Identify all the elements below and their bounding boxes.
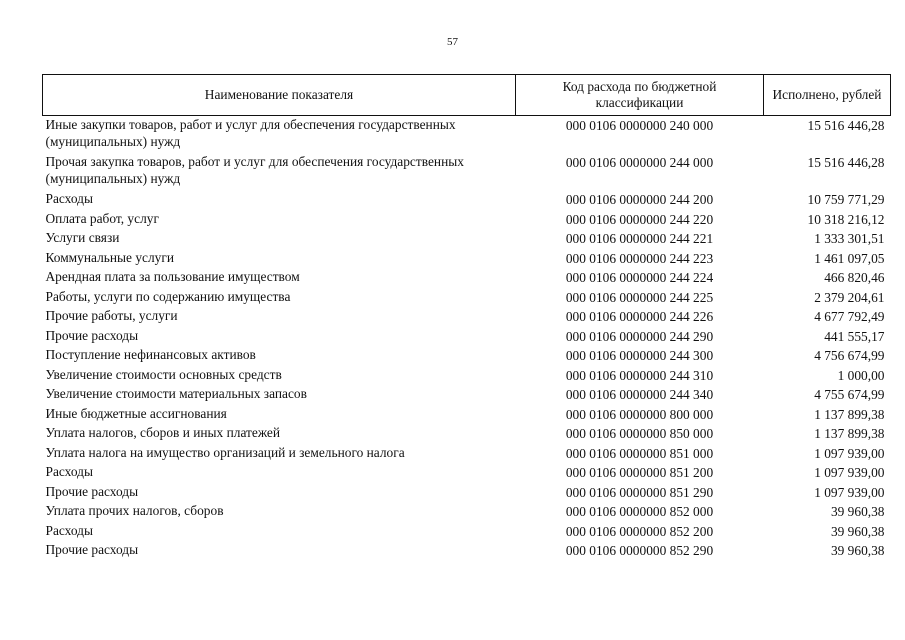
expense-code-cell: 000 0106 0000000 244 220 [565,211,714,227]
executed-amount-cell: 39 960,38 [830,523,885,539]
executed-amount-cell: 15 516 446,28 [807,118,885,133]
expense-code-cell: 000 0106 0000000 851 290 [565,484,714,500]
executed-amount-cell: 15 516 446,28 [807,155,885,170]
expense-code-cell: 000 0106 0000000 244 225 [565,289,714,305]
indicator-name-cell: Уплата прочих налогов, сборов [45,503,224,518]
indicator-name-cell: Иные бюджетные ассигнования [45,405,227,421]
table-header [43,75,891,116]
indicator-name-cell: Прочие расходы [45,542,139,557]
indicator-name-cell: Прочие работы, услуги [45,308,178,323]
table-row [43,327,891,347]
table-row [43,502,891,522]
executed-amount-cell: 1 097 939,00 [814,484,885,500]
indicator-name-cell: Прочие расходы [45,327,139,343]
executed-amount-cell: 4 677 792,49 [814,309,885,324]
indicator-name-cell: Расходы [45,464,93,479]
expense-code-cell: 000 0106 0000000 850 000 [565,426,714,441]
table-row [43,366,891,386]
indicator-name-cell: Поступление нефинансовых активов [45,347,256,362]
table-row [43,153,891,190]
executed-amount-cell: 4 755 674,99 [814,387,885,402]
table-row [43,190,891,210]
expense-code-cell: 000 0106 0000000 852 290 [565,543,714,558]
expense-code-cell: 000 0106 0000000 244 221 [565,231,714,246]
executed-amount-cell: 4 756 674,99 [814,348,885,363]
indicator-name-cell: Оплата работ, услуг [45,210,159,226]
expense-code-cell: 000 0106 0000000 852 200 [565,523,714,539]
expense-code-cell: 000 0106 0000000 852 000 [565,504,714,519]
indicator-name-cell: Арендная плата за пользование имуществом [45,269,300,284]
expense-code-cell: 000 0106 0000000 244 223 [565,250,714,266]
header-executed-amount: Исполнено, рублей [764,75,891,116]
table-row [43,522,891,542]
header-expense-code: Код расхода по бюджетной классификации [516,75,764,116]
expense-code-cell: 000 0106 0000000 851 200 [565,465,714,480]
indicator-name-cell: Иные закупки товаров, работ и услуг для обеспечения государственных (муниципальных) нужд [45,117,456,149]
indicator-name-cell: Услуги связи [45,230,120,245]
table-row [43,424,891,444]
table-row [43,268,891,288]
indicator-name-cell: Увеличение стоимости основных средств [45,366,282,382]
table-row [43,405,891,425]
executed-amount-cell: 10 318 216,12 [807,211,885,227]
indicator-name-cell: Расходы [45,522,93,538]
expense-code-cell: 000 0106 0000000 244 300 [565,348,714,363]
executed-amount-cell: 441 555,17 [824,328,885,344]
budget-execution-table [42,74,891,561]
header-indicator-name: Наименование показателя [43,75,516,116]
expense-code-cell: 000 0106 0000000 240 000 [565,118,714,133]
indicator-name-cell: Увеличение стоимости материальных запасов [45,386,307,401]
executed-amount-cell: 2 379 204,61 [814,289,885,305]
expense-code-cell: 000 0106 0000000 244 290 [565,328,714,344]
executed-amount-cell: 39 960,38 [830,504,885,519]
header-row [43,75,891,116]
table-row [43,210,891,230]
table-row [43,307,891,327]
indicator-name-cell: Работы, услуги по содержанию имущества [45,288,291,304]
executed-amount-cell: 39 960,38 [830,543,885,558]
table-row [43,346,891,366]
executed-amount-cell: 1 000,00 [837,367,885,383]
table-row [43,463,891,483]
expense-code-cell: 000 0106 0000000 244 340 [565,387,714,402]
table-row [43,288,891,308]
table-row [43,541,891,561]
expense-code-cell: 000 0106 0000000 244 310 [565,367,714,383]
page-number: 57 [447,36,458,48]
indicator-name-cell: Уплата налогов, сборов и иных платежей [45,425,281,440]
executed-amount-cell: 1 097 939,00 [814,445,885,461]
table-row [43,116,891,154]
expense-code-cell: 000 0106 0000000 244 200 [565,192,714,207]
table-row [43,249,891,269]
table-body [43,116,891,561]
expense-code-cell: 000 0106 0000000 851 000 [565,445,714,461]
indicator-name-cell: Коммунальные услуги [45,249,174,265]
executed-amount-cell: 1 333 301,51 [814,231,885,246]
executed-amount-cell: 1 097 939,00 [814,465,885,480]
executed-amount-cell: 1 137 899,38 [814,406,885,422]
executed-amount-cell: 10 759 771,29 [807,192,885,207]
expense-code-cell: 000 0106 0000000 800 000 [565,406,714,422]
executed-amount-cell: 1 137 899,38 [814,426,885,441]
expense-code-cell: 000 0106 0000000 244 226 [565,309,714,324]
executed-amount-cell: 466 820,46 [824,270,885,285]
table-row [43,229,891,249]
expense-code-cell: 000 0106 0000000 244 000 [565,155,714,170]
indicator-name-cell: Уплата налога на имущество организаций и земельного налога [45,444,405,460]
indicator-name-cell: Расходы [45,191,93,206]
table-row [43,483,891,503]
indicator-name-cell: Прочие расходы [45,483,139,499]
table-row [43,385,891,405]
indicator-name-cell: Прочая закупка товаров, работ и услуг для обеспечения государственных (муниципальных) нужд [45,154,464,186]
executed-amount-cell: 1 461 097,05 [814,250,885,266]
expense-code-cell: 000 0106 0000000 244 224 [565,270,714,285]
table-row [43,444,891,464]
